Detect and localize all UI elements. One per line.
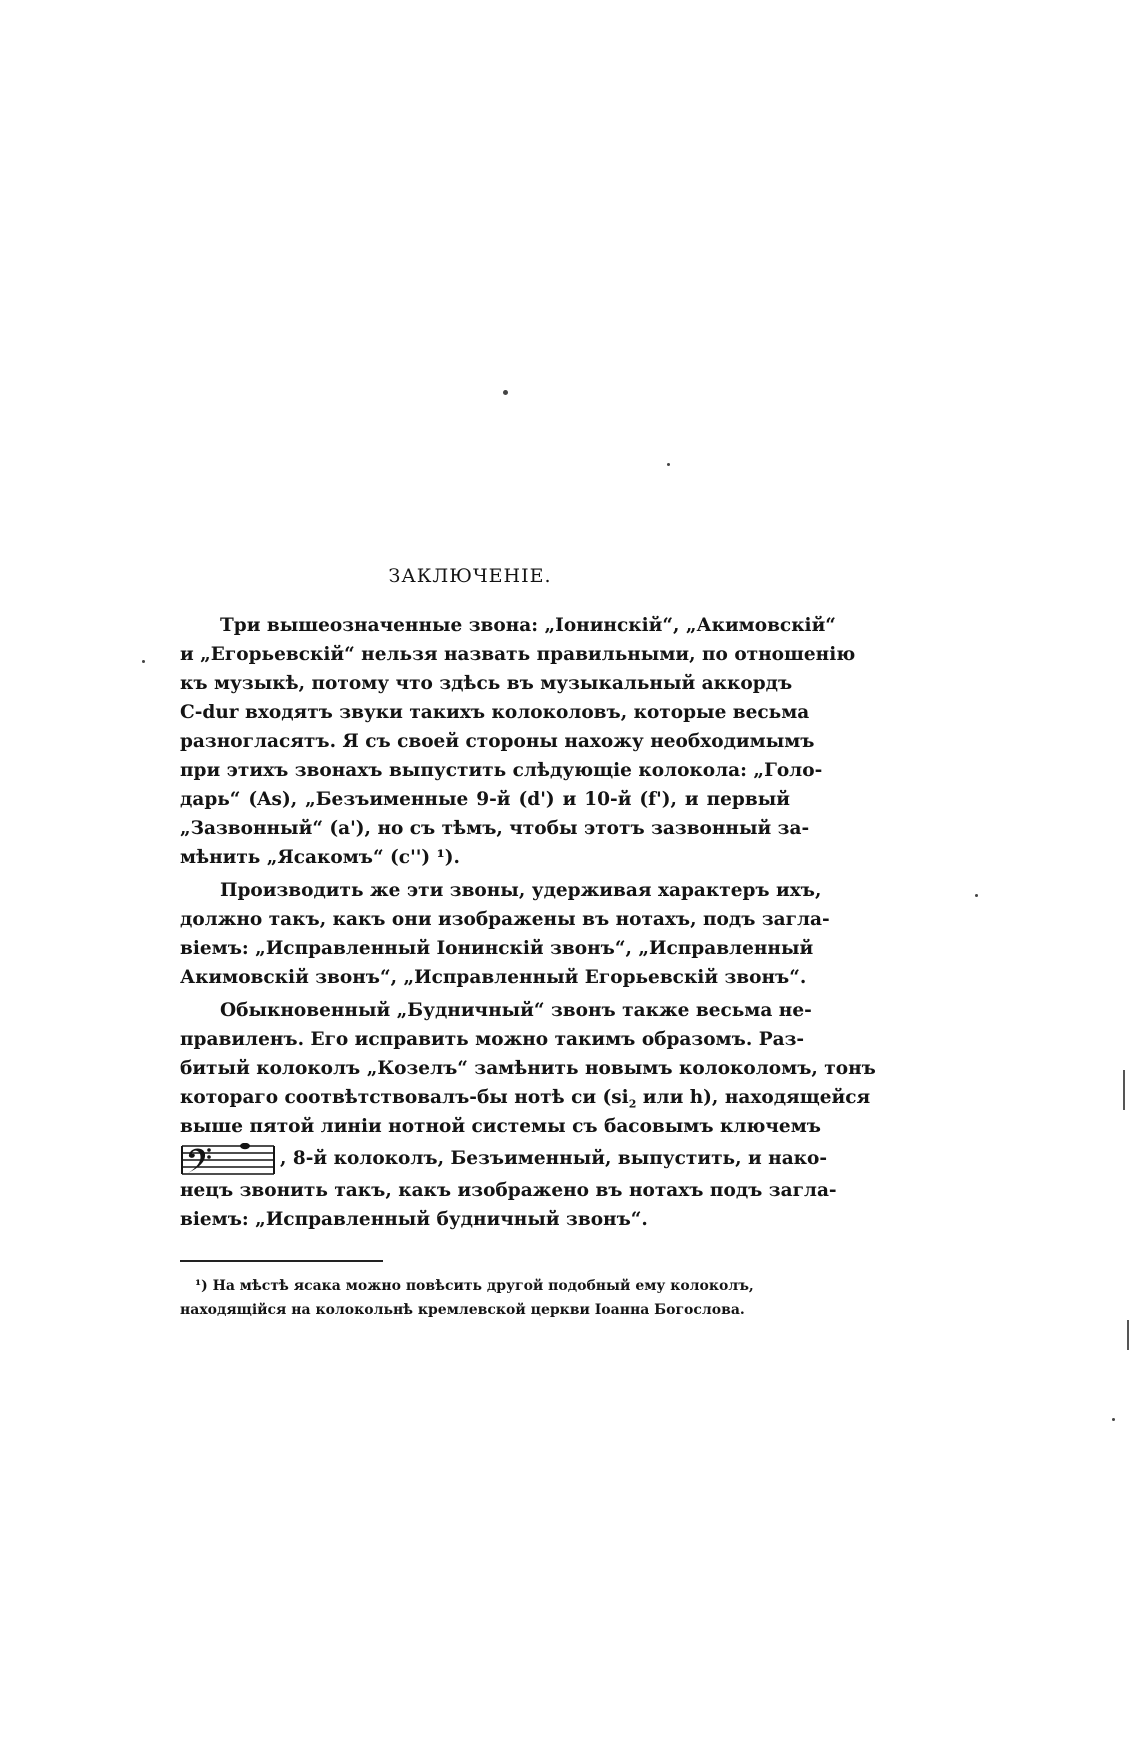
text-line: Обыкновенный „Будничный“ звонъ также весьма не-: [220, 1000, 812, 1021]
text-line: C-dur входятъ звуки такихъ колоколовъ, которые весьма: [180, 702, 810, 723]
text-line: правиленъ. Его исправить можно такимъ образомъ. Раз-: [180, 1029, 805, 1050]
scan-speck: [975, 894, 978, 897]
page-title: ЗАКЛЮЧЕНІЕ.: [388, 564, 552, 587]
footnote-line: находящійся на колокольнѣ кремлевской церкви Іоанна Богослова.: [180, 1302, 745, 1318]
text-line: нецъ звонить такъ, какъ изображено въ нотахъ подъ загла-: [180, 1180, 837, 1201]
text-line: Три вышеозначенные звона: „Іонинскій“, „Акимовскій“: [220, 615, 836, 636]
scan-speck: [503, 390, 508, 395]
footnote-divider: [180, 1260, 383, 1262]
text-line: должно такъ, какъ они изображены въ нотахъ, подъ загла-: [180, 909, 830, 930]
text-segment: или h), находящейся: [636, 1087, 871, 1108]
scan-speck: [1112, 1418, 1115, 1421]
text-line: разногласятъ. Я съ своей стороны нахожу необходимымъ: [180, 731, 815, 752]
text-line: Производить же эти звоны, удерживая характеръ ихъ,: [220, 880, 822, 901]
scan-edge-mark: [1123, 1070, 1125, 1110]
text-line: [180, 1084, 871, 1111]
subscript: 2: [628, 1097, 637, 1111]
text-line: къ музыкѣ, потому что здѣсь въ музыкальный аккордъ: [180, 673, 793, 694]
scan-edge-mark: [1127, 1320, 1129, 1350]
text-line: битый колоколъ „Козелъ“ замѣнить новымъ колоколомъ, тонъ: [180, 1058, 876, 1079]
text-segment: котораго соотвѣтствовалъ-бы нотѣ си (si: [180, 1087, 629, 1108]
text-line: віемъ: „Исправленный будничный звонъ“.: [180, 1209, 648, 1230]
footnote-line: ¹) На мѣстѣ ясака можно повѣсить другой подобный ему колоколъ,: [195, 1278, 754, 1294]
text-line: и „Егорьевскій“ нельзя назвать правильными, по отношенію: [180, 644, 856, 665]
scan-speck: [142, 660, 145, 663]
text-line: дарь“ (As), „Безъименные 9-й (d') и 10-й (f'), и первый: [180, 789, 790, 810]
text-line: мѣнить „Ясакомъ“ (c'') ¹).: [180, 847, 460, 868]
text-line: выше пятой линіи нотной системы съ басовымъ ключемъ: [180, 1116, 821, 1137]
text-line: , 8-й колоколъ, Безъименный, выпустить, и нако-: [280, 1148, 828, 1169]
scan-speck: [667, 463, 670, 466]
text-line: віемъ: „Исправленный Іонинскій звонъ“, „Исправленный: [180, 938, 814, 959]
text-line: „Зазвонный“ (a'), но съ тѣмъ, чтобы этотъ зазвонный за-: [180, 818, 810, 839]
bass-clef-staff-notation: [180, 1143, 276, 1177]
text-line: Акимовскій звонъ“, „Исправленный Егорьевскій звонъ“.: [180, 967, 807, 988]
text-line: при этихъ звонахъ выпустить слѣдующіе колокола: „Голо-: [180, 760, 823, 781]
